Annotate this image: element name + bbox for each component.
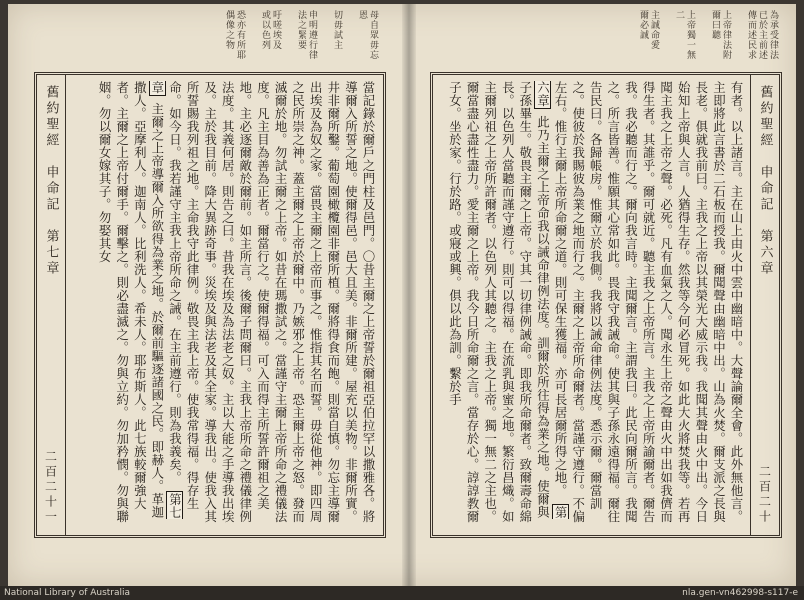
marginal-note: 主誠命愛 爾必誠 <box>638 10 659 50</box>
right-page-body <box>439 81 745 529</box>
library-footer-bar <box>0 586 804 600</box>
marginal-note: 申明遵行律 法之緊要 <box>296 10 317 60</box>
left-page-frame <box>34 72 386 538</box>
chapter-marker: 第七章 <box>149 81 183 519</box>
chapter-marker: 第六章 <box>535 81 569 519</box>
left-body-text-1: 當記錄於爾戶之門柱及邑門。〇昔主爾之上帝誓於爾祖亞伯拉罕以撒雅各。將導爾入所誓之地。使爾得邑。邑大且美。非爾所建。屋充以美物。非爾所實。井非爾所鑿。葡萄園橄欖園非爾所植。爾將得食而飽。則當自慎。勿忘主導爾出埃及為奴之家。當畏主爾之上帝而事之。惟指其名而誓。毋從他神。即四周之民所崇之神。蓋主爾之上帝於爾中。乃嫉邪之上帝。恐主爾上帝之怒。發而滅爾於地。勿試主爾之上帝。如昔在瑪撒試之。當謹守主爾上帝所命之禮儀法度。凡主目為善為正者。爾當行之。使爾得福。可入而得主所誓許爾祖之美地。主必逐爾敵於爾前。如主所言。後爾子問爾曰。主我上帝所命之禮儀律例法度。其義何居。則告之曰。昔我在埃及為法老之奴。主以大能之手導我出埃及。主於我目前。降大異跡奇事。災埃及與法老及其全家。導我出。使我入其所誓賜我列祖之地。主命我守此律例。敬畏主我上帝。使我常得福。得存生命。如今日。我若謹守主我上帝所命之誡。在主前遵行。則為我義矣。 <box>167 81 376 523</box>
book-gutter <box>402 4 416 586</box>
left-header-title: 舊約聖經 申命記 第七章 <box>43 85 59 277</box>
right-header-title: 舊約聖經 申命記 第六章 <box>757 85 773 277</box>
right-page-marginal-notes <box>448 10 778 68</box>
library-credit: National Library of Australia <box>4 588 131 598</box>
left-page-body <box>71 81 377 529</box>
marginal-note: 切毋試主 <box>332 10 342 50</box>
item-identifier: nla.gen-vn462998-s117-e <box>682 588 798 598</box>
right-page-frame <box>430 72 782 538</box>
left-page-marginal-notes <box>48 10 378 68</box>
right-running-header <box>750 75 779 535</box>
marginal-note: 母自眾毋忘 恩 <box>357 10 378 60</box>
left-body-text-2: 主爾之上帝導爾入所欲得為業之地。於爾前驅逐諸國之民。即赫人。革迦撒人。亞摩利人。迦南人。比利洗人。希未人。耶布斯人。此七族較爾強大者。主爾之上帝付爾手。爾擊之。則必盡滅之。勿與立約。勿加矜憫。勿與聯姻。勿以爾女嫁其子。勿娶其女 <box>97 81 165 523</box>
marginal-note: 恐亦有所耶 偶像之物 <box>224 10 245 60</box>
book-spread <box>8 4 796 586</box>
right-page <box>416 4 796 586</box>
marginal-note: 吁嗟埃及 或以色列 <box>260 10 281 50</box>
left-page <box>8 4 402 586</box>
right-body-text-2: 此乃主爾之上帝命我以誡命律例法度。訓爾於所往得為業之地。使爾與子孫畢生。敬畏主爾之上帝。守其一切律例誡命。即我所命爾者。致爾壽命綿長。以色列人當聽而謹守遵行。則可以得福。在流乳與蜜之地。繁衍昌熾。如主爾列祖之上帝所許爾者。以色列人其聽之。主我之上帝。獨一無二之主也。爾當盡心盡性盡力。愛主爾之上帝。我今日所命爾之言。當存於心。諄諄教爾子女。坐於家。行於路。或寢或興。俱以此為訓。繫於手 <box>447 81 551 523</box>
marginal-note: 上帝律法附 爾曰聽 <box>710 10 731 60</box>
left-running-header <box>37 75 66 535</box>
right-body-text-1: 有者。以上諸言。主在山上由火中雲中幽暗中。大聲論爾全會。此外無他言。主即將此言書於二石板而授我。爾聞聲由幽暗中出。山為火焚。爾支派之長與長老。俱就我前曰。主我之上帝以其榮光大威示我。我聞其聲由火中出。今日始知上帝與人言。人猶得生存。然我等今何必冒死。如此大火將焚我等。若再聞主我之上帝之聲。必死。凡有血氣之人。聞永生上帝之聲由火中出如我儕而得生者。其誰乎。爾可就近。聽主我之上帝所言。主我之上帝所諭爾者。爾告我。我必聽而行之。爾向我言時。主聞爾言。主謂我曰。此民向爾所言。我聞之。所言皆善。惟願其心常如此。畏我守我誡命。使其與子孫永遠得福。爾往告民曰。各歸帳房。惟爾立於我側。我將以誡命律例法度。悉示爾。爾當訓之。使彼於我賜彼為業之地而行之。主爾之上帝所命爾者。當謹守遵行。不偏左右。惟行主爾上帝所命爾之道。則可保生獲福。亦可長居爾所得之地。 <box>553 81 744 523</box>
marginal-note: 上帝獨一無 二 <box>674 10 695 60</box>
marginal-note: 為承受律法 已於主前述 傳而述民求 <box>746 10 778 60</box>
right-page-number: 二百二十 <box>757 465 772 525</box>
left-page-number: 二百二十一 <box>43 450 58 525</box>
